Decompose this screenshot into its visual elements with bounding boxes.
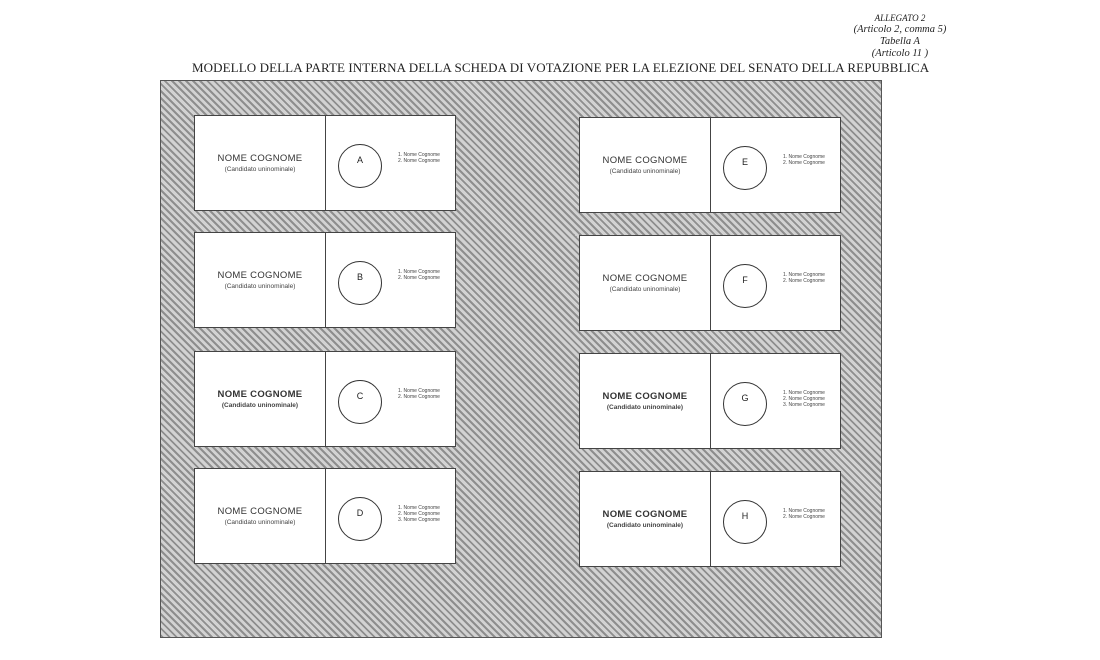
candidate-card[interactable]	[579, 235, 841, 331]
candidate-box	[195, 352, 326, 446]
symbol-letter: E	[741, 157, 748, 167]
list-candidates	[783, 508, 825, 520]
page-title: MODELLO DELLA PARTE INTERNA DELLA SCHEDA DI VOTAZIONE PER LA ELEZIONE DEL SENATO DELLA REPUBBLICA	[192, 60, 930, 75]
list-entry: 3. Nome Cognome	[398, 517, 440, 523]
candidate-role: (Candidato uninominale)	[224, 519, 296, 526]
list-box	[711, 236, 840, 330]
list-candidates	[783, 272, 825, 284]
candidate-role: (Candidato uninominale)	[224, 283, 296, 290]
candidate-box	[195, 233, 326, 327]
candidate-name: NOME COGNOME	[602, 391, 688, 402]
party-symbol[interactable]	[338, 261, 382, 305]
symbol-letter: C	[356, 391, 364, 401]
candidate-role: (Candidato uninominale)	[609, 168, 681, 175]
list-candidates	[398, 388, 440, 400]
party-symbol[interactable]	[723, 500, 767, 544]
allegato-label: ALLEGATO 2	[874, 13, 926, 23]
list-box	[711, 118, 840, 212]
candidate-box	[195, 469, 326, 563]
list-entry: 2. Nome Cognome	[783, 396, 825, 402]
symbol-letter: G	[741, 393, 749, 403]
list-box	[326, 352, 455, 446]
candidate-role: (Candidato uninominale)	[224, 166, 296, 173]
party-symbol[interactable]	[723, 264, 767, 308]
list-box	[326, 233, 455, 327]
allegato-article: (Articolo 2, comma 5)	[853, 24, 947, 35]
candidate-role: (Candidato uninominale)	[221, 402, 299, 409]
candidate-card[interactable]	[579, 353, 841, 449]
symbol-letter: D	[356, 508, 364, 518]
list-candidates	[783, 154, 825, 166]
party-symbol[interactable]	[338, 497, 382, 541]
list-entry: 1. Nome Cognome	[398, 152, 440, 158]
list-entry: 1. Nome Cognome	[783, 390, 825, 396]
allegato-header	[820, 12, 980, 60]
candidate-card[interactable]	[579, 117, 841, 213]
list-box	[711, 472, 840, 566]
party-symbol[interactable]	[723, 146, 767, 190]
candidate-name: NOME COGNOME	[602, 155, 688, 166]
list-candidates	[398, 152, 440, 164]
list-box	[326, 469, 455, 563]
candidate-role: (Candidato uninominale)	[609, 286, 681, 293]
candidate-card[interactable]	[194, 115, 456, 211]
candidate-name: NOME COGNOME	[602, 273, 688, 284]
candidate-box	[195, 116, 326, 210]
list-candidates	[783, 390, 825, 408]
list-entry: 2. Nome Cognome	[398, 394, 440, 400]
allegato-article-ref: (Articolo 11 )	[871, 48, 929, 59]
list-entry: 2. Nome Cognome	[783, 160, 825, 166]
candidate-name: NOME COGNOME	[217, 506, 303, 517]
list-entry: 1. Nome Cognome	[398, 269, 440, 275]
candidate-box	[580, 354, 711, 448]
candidate-box	[580, 472, 711, 566]
list-entry: 2. Nome Cognome	[398, 275, 440, 281]
candidate-role: (Candidato uninominale)	[606, 522, 684, 529]
list-entry: 2. Nome Cognome	[398, 511, 440, 517]
candidate-name: NOME COGNOME	[217, 153, 303, 164]
party-symbol[interactable]	[723, 382, 767, 426]
list-entry: 2. Nome Cognome	[783, 278, 825, 284]
list-entry: 1. Nome Cognome	[398, 388, 440, 394]
list-box	[711, 354, 840, 448]
list-entry: 1. Nome Cognome	[783, 508, 825, 514]
candidate-box	[580, 236, 711, 330]
ballot-sheet	[160, 80, 882, 638]
list-entry: 1. Nome Cognome	[783, 272, 825, 278]
candidate-card[interactable]	[194, 468, 456, 564]
list-candidates	[398, 505, 440, 523]
party-symbol[interactable]	[338, 380, 382, 424]
list-entry: 2. Nome Cognome	[783, 514, 825, 520]
candidate-name: NOME COGNOME	[217, 389, 303, 400]
list-candidates	[398, 269, 440, 281]
candidate-card[interactable]	[194, 232, 456, 328]
symbol-letter: B	[356, 272, 363, 282]
list-entry: 1. Nome Cognome	[783, 154, 825, 160]
list-entry: 2. Nome Cognome	[398, 158, 440, 164]
list-entry: 3. Nome Cognome	[783, 402, 825, 408]
symbol-letter: H	[741, 511, 749, 521]
candidate-role: (Candidato uninominale)	[606, 404, 684, 411]
symbol-letter: F	[742, 275, 748, 285]
allegato-table: Tabella A	[880, 36, 920, 47]
symbol-letter: A	[356, 155, 363, 165]
candidate-name: NOME COGNOME	[217, 270, 303, 281]
candidate-card[interactable]	[194, 351, 456, 447]
party-symbol[interactable]	[338, 144, 382, 188]
candidate-card[interactable]	[579, 471, 841, 567]
list-box	[326, 116, 455, 210]
candidate-name: NOME COGNOME	[602, 509, 688, 520]
candidate-box	[580, 118, 711, 212]
list-entry: 1. Nome Cognome	[398, 505, 440, 511]
